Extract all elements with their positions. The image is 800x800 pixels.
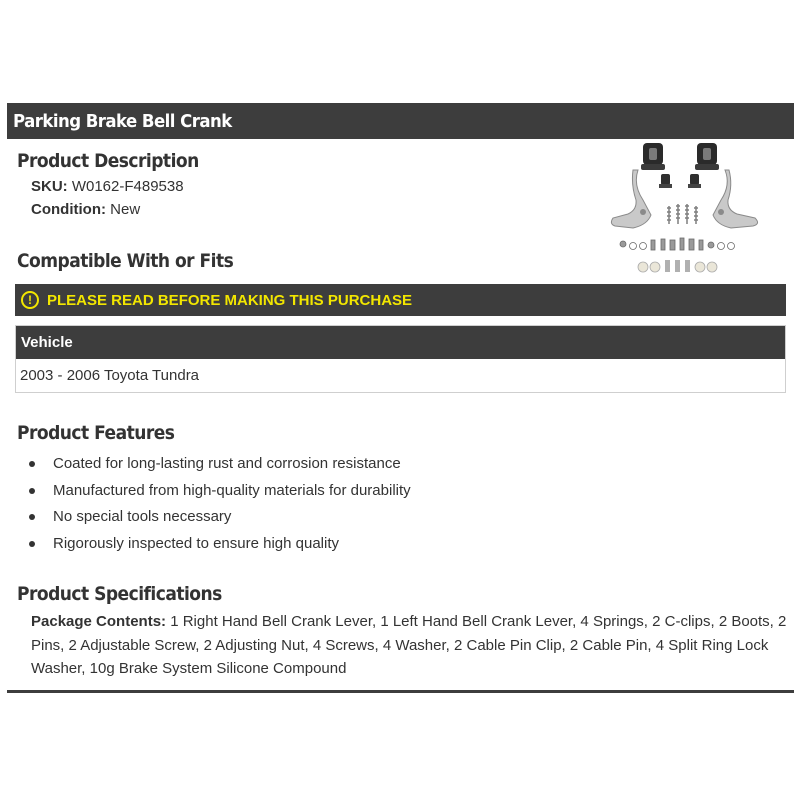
features-heading: Product Features	[17, 422, 175, 444]
features-list	[28, 454, 411, 561]
specifications-heading: Product Specifications	[17, 583, 222, 605]
boot-left	[641, 143, 665, 170]
boot-right	[695, 143, 719, 170]
list-item: Coated for long-lasting rust and corrosion resistance	[28, 454, 411, 481]
description-heading: Product Description	[17, 150, 199, 172]
bullet-icon	[29, 541, 35, 547]
title-bar	[7, 103, 794, 139]
package-contents	[31, 610, 796, 681]
list-item: Manufactured from high-quality materials for durability	[28, 481, 411, 508]
small-boots	[659, 174, 701, 188]
sku-label: SKU:	[31, 178, 68, 195]
list-item: Rigorously inspected to ensure high quality	[28, 534, 411, 561]
washer-row	[638, 260, 717, 272]
sku-line	[31, 178, 184, 195]
alert-icon: !	[21, 291, 39, 309]
package-label: Package Contents:	[31, 613, 167, 630]
bottom-divider	[7, 690, 794, 693]
condition-value: New	[110, 201, 141, 218]
package-value: 1 Right Hand Bell Crank Lever, 1 Left Hand Bell Crank Lever, 4 Springs, 2 C-clips, 2 Boots, 2 Pins, 2 Adjustable Screw, 2 Adjusting Nut, 4 Screws, 4 Washer, 2 Cable Pin Clip, 2 Cable Pin, 4 Split Ring Lock Washer, 10g Brake System Silicone Compound	[31, 613, 787, 677]
lever-right	[713, 170, 758, 228]
hardware-row	[620, 238, 735, 250]
condition-label: Condition:	[31, 201, 106, 218]
table-row: 2003 - 2006 Toyota Tundra	[20, 367, 200, 384]
sku-value: W0162-F489538	[71, 178, 184, 195]
product-image	[603, 140, 773, 280]
vehicle-table-header: Vehicle	[16, 326, 785, 359]
springs	[667, 204, 698, 224]
lever-left	[611, 170, 651, 228]
bullet-icon	[29, 461, 35, 467]
alert-text: PLEASE READ BEFORE MAKING THIS PURCHASE	[47, 291, 413, 309]
compatibility-heading: Compatible With or Fits	[17, 250, 234, 272]
vehicle-table	[15, 325, 786, 393]
list-item: No special tools necessary	[28, 507, 411, 534]
condition-line	[31, 201, 140, 218]
bullet-icon	[29, 514, 35, 520]
page-title: Parking Brake Bell Crank	[13, 110, 232, 132]
purchase-alert	[15, 284, 786, 316]
bullet-icon	[29, 488, 35, 494]
